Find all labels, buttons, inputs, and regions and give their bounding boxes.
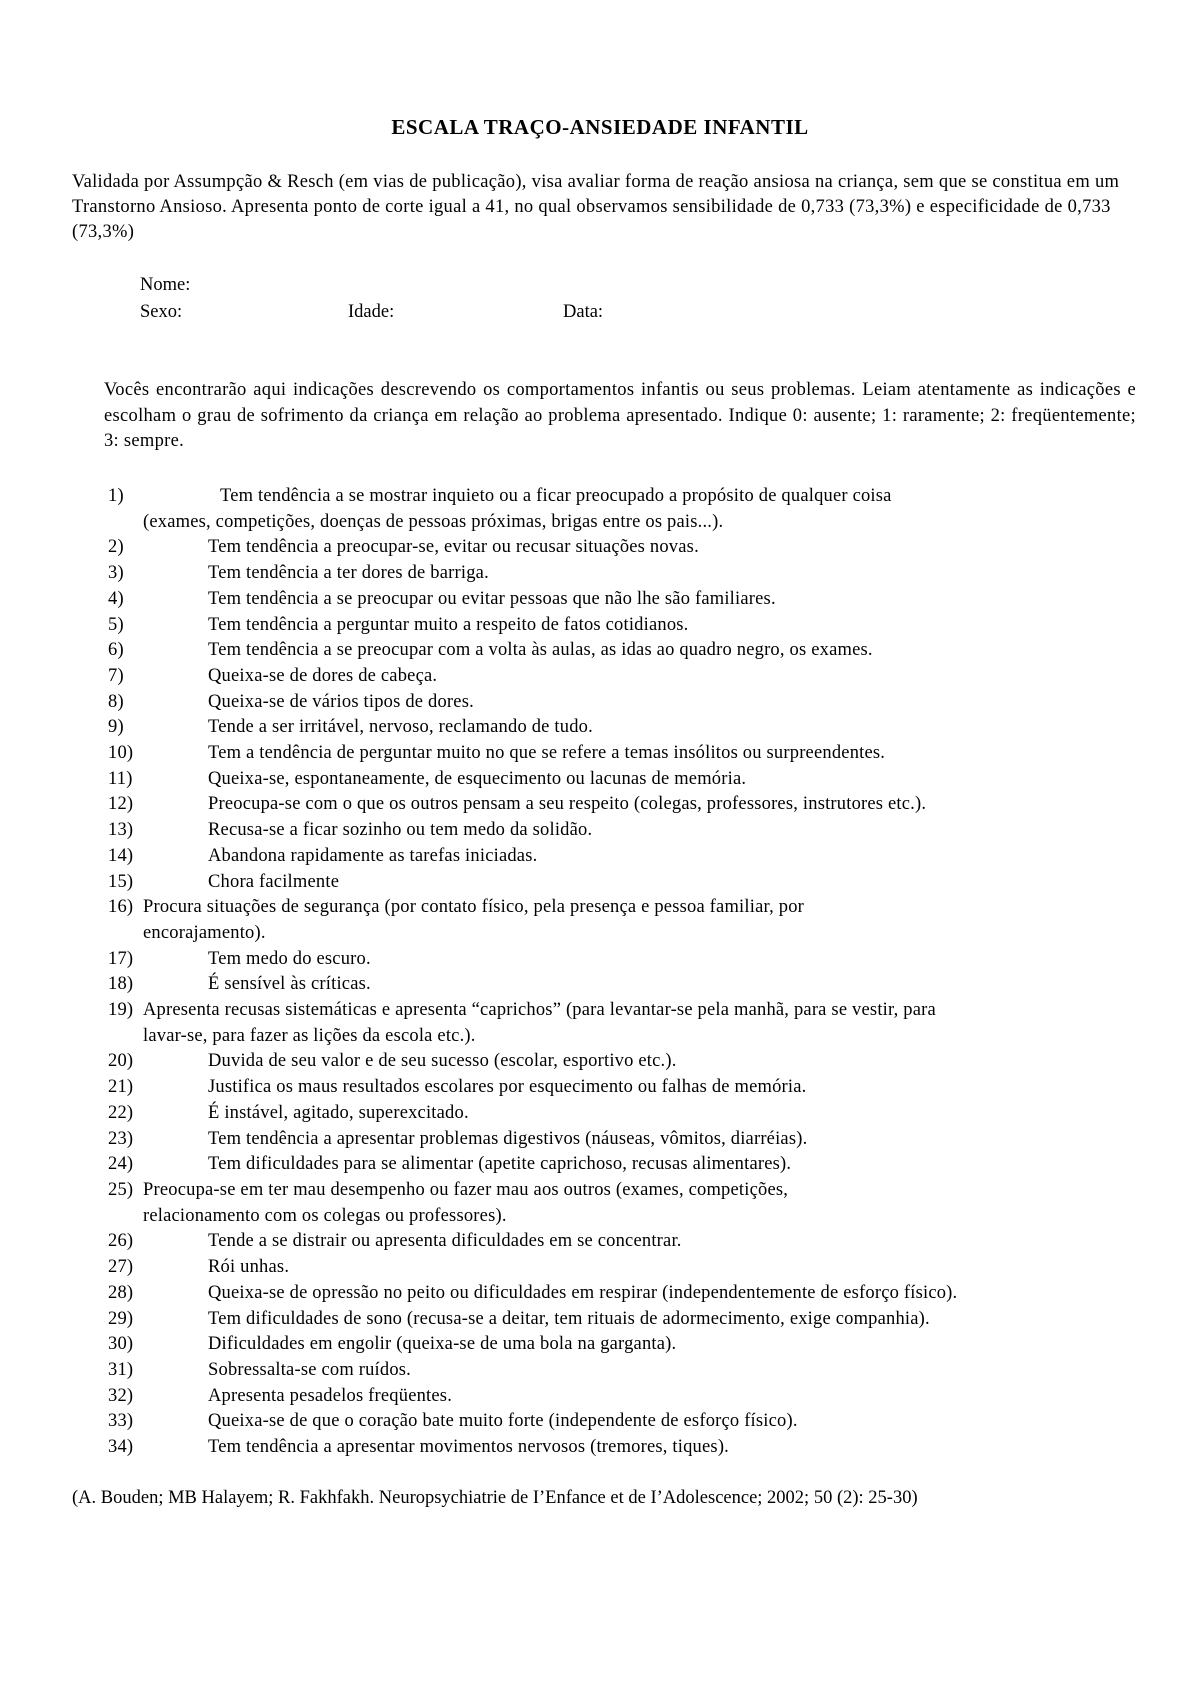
item-number: 1) bbox=[108, 486, 124, 506]
item-number: 7) bbox=[108, 665, 124, 686]
list-item bbox=[0, 1101, 1200, 1127]
list-item bbox=[0, 664, 1200, 690]
list-item bbox=[0, 1255, 1200, 1281]
sex-label: Sexo: bbox=[140, 302, 183, 322]
item-number: 22) bbox=[108, 1102, 134, 1123]
item-number: 20) bbox=[108, 1051, 134, 1072]
item-number: 12) bbox=[108, 794, 134, 815]
list-item bbox=[0, 1049, 1200, 1075]
list-item bbox=[0, 1075, 1200, 1101]
item-number: 21) bbox=[108, 1077, 134, 1098]
item-text: Duvida de seu valor e de seu sucesso (escolar, esportivo etc.). bbox=[208, 1051, 677, 1072]
list-item bbox=[0, 1229, 1200, 1255]
list-item bbox=[0, 767, 1200, 793]
item-number: 4) bbox=[108, 588, 124, 609]
item-number: 13) bbox=[108, 820, 134, 841]
list-item bbox=[0, 1307, 1200, 1333]
item-text: Tende a ser irritável, nervoso, reclamando de tudo. bbox=[208, 717, 593, 738]
item-text-continuation: encorajamento). bbox=[143, 922, 266, 943]
item-text: Queixa-se de dores de cabeça. bbox=[208, 665, 438, 686]
intro-paragraph: Validada por Assumpção & Resch (em vias de publicação), visa avaliar forma de reação ansiosa na criança, sem que se constitua em um Transtorno Ansioso. Apresenta ponto de corte igual a 41, no qual observamos sensibilidade de 0,733 (73,3%) e especificidade de 0,733 (73,3%) bbox=[72, 172, 1120, 242]
item-number: 29) bbox=[108, 1308, 134, 1329]
item-number: 19) bbox=[108, 1000, 134, 1021]
item-text: Tem tendência a apresentar problemas digestivos (náuseas, vômitos, diarréias). bbox=[208, 1128, 808, 1149]
item-text-line: Tem tendência a se mostrar inquieto ou a ficar preocupado a propósito de qualquer coisa bbox=[220, 486, 892, 506]
list-item bbox=[0, 638, 1200, 664]
item-number: 26) bbox=[108, 1231, 134, 1252]
item-text: Tem tendência a preocupar-se, evitar ou recusar situações novas. bbox=[208, 537, 699, 558]
item-text: Apresenta pesadelos freqüentes. bbox=[208, 1385, 453, 1406]
item-number: 6) bbox=[108, 640, 124, 661]
item-text: Tem dificuldades de sono (recusa-se a deitar, tem rituais de adormecimento, exige companhia). bbox=[208, 1308, 930, 1329]
date-label: Data: bbox=[563, 302, 604, 322]
item-number: 8) bbox=[108, 691, 124, 712]
item-text: Rói unhas. bbox=[208, 1257, 290, 1278]
item-number: 10) bbox=[108, 743, 134, 764]
item-text: É instável, agitado, superexcitado. bbox=[208, 1102, 469, 1123]
item-number: 15) bbox=[108, 871, 134, 892]
citation: (A. Bouden; MB Halayem; R. Fakhfakh. Neuropsychiatrie de I’Enfance et de I’Adolescence; 2002; 50 (2): 25-30) bbox=[72, 1488, 918, 1508]
item-number: 16) bbox=[108, 897, 134, 918]
item-text: Preocupa-se com o que os outros pensam a seu respeito (colegas, professores, instrutores etc.). bbox=[208, 794, 927, 815]
item-text: Tem medo do escuro. bbox=[208, 948, 371, 969]
item-number: 11) bbox=[108, 768, 133, 789]
age-label: Idade: bbox=[348, 302, 395, 322]
item-number: 17) bbox=[108, 948, 134, 969]
list-item bbox=[0, 895, 1200, 946]
item-text: Queixa-se de vários tipos de dores. bbox=[208, 691, 474, 712]
item-text: Recusa-se a ficar sozinho ou tem medo da solidão. bbox=[208, 820, 593, 841]
list-item bbox=[0, 818, 1200, 844]
item-number: 5) bbox=[108, 614, 124, 635]
item-text bbox=[143, 1178, 1138, 1229]
list-item bbox=[0, 1332, 1200, 1358]
item-number: 2) bbox=[108, 537, 124, 558]
list-item bbox=[0, 1409, 1200, 1435]
item-text: Justifica os maus resultados escolares por esquecimento ou falhas de memória. bbox=[208, 1077, 807, 1098]
item-text: Tem dificuldades para se alimentar (apetite caprichoso, recusas alimentares). bbox=[208, 1154, 792, 1175]
item-number: 18) bbox=[108, 974, 134, 995]
item-text bbox=[143, 484, 1138, 535]
list-item bbox=[0, 792, 1200, 818]
item-text: Dificuldades em engolir (queixa-se de uma bola na garganta). bbox=[208, 1334, 677, 1355]
item-number: 23) bbox=[108, 1128, 134, 1149]
list-item bbox=[0, 1384, 1200, 1410]
item-number: 31) bbox=[108, 1359, 134, 1380]
item-text: Tem tendência a apresentar movimentos nervosos (tremores, tiques). bbox=[208, 1437, 730, 1458]
item-text: É sensível às críticas. bbox=[208, 974, 371, 995]
item-text-line: Preocupa-se em ter mau desempenho ou fazer mau aos outros (exames, competições, bbox=[143, 1179, 789, 1200]
item-number: 27) bbox=[108, 1257, 134, 1278]
item-text: Chora facilmente bbox=[208, 871, 340, 892]
item-text-line: Procura situações de segurança (por contato físico, pela presença e pessoa familiar, por bbox=[143, 897, 805, 918]
list-item bbox=[0, 535, 1200, 561]
list-item bbox=[0, 998, 1200, 1049]
list-item bbox=[0, 1152, 1200, 1178]
item-number: 24) bbox=[108, 1154, 134, 1175]
list-item bbox=[0, 1281, 1200, 1307]
item-text bbox=[143, 998, 1138, 1049]
list-item bbox=[0, 1178, 1200, 1229]
item-number: 14) bbox=[108, 845, 134, 866]
item-text bbox=[143, 895, 1138, 946]
list-item bbox=[0, 741, 1200, 767]
item-text: Abandona rapidamente as tarefas iniciadas. bbox=[208, 845, 538, 866]
item-text: Queixa-se de opressão no peito ou dificuldades em respirar (independentemente de esforço físico). bbox=[208, 1282, 958, 1303]
item-text: Tem tendência a ter dores de barriga. bbox=[208, 563, 489, 584]
list-item bbox=[0, 1358, 1200, 1384]
list-item bbox=[0, 1435, 1200, 1461]
item-number: 34) bbox=[108, 1437, 134, 1458]
list-item bbox=[0, 715, 1200, 741]
item-text-continuation: lavar-se, para fazer as lições da escola etc.). bbox=[143, 1025, 476, 1046]
item-number: 32) bbox=[108, 1385, 134, 1406]
item-text: Tem tendência a se preocupar com a volta às aulas, as idas ao quadro negro, os exames. bbox=[208, 640, 873, 661]
list-item bbox=[0, 1127, 1200, 1153]
list-item bbox=[0, 561, 1200, 587]
list-item bbox=[0, 870, 1200, 896]
item-text-continuation: relacionamento com os colegas ou professores). bbox=[143, 1205, 507, 1226]
list-item bbox=[0, 613, 1200, 639]
instructions-paragraph: Vocês encontrarão aqui indicações descrevendo os comportamentos infantis ou seus problemas. Leiam atentamente as indicações e escolham o grau de sofrimento da criança em relação ao problema apresentado. Indique 0: ausente; 1: raramente; 2: freqüentemente; 3: sempre. bbox=[104, 380, 1136, 451]
document-title: ESCALA TRAÇO-ANSIEDADE INFANTIL bbox=[391, 115, 809, 139]
item-text: Queixa-se de que o coração bate muito forte (independente de esforço físico). bbox=[208, 1411, 798, 1432]
item-number: 3) bbox=[108, 563, 124, 584]
item-number: 9) bbox=[108, 717, 124, 738]
item-number: 30) bbox=[108, 1334, 134, 1355]
item-text: Tem tendência a perguntar muito a respeito de fatos cotidianos. bbox=[208, 614, 689, 635]
item-number: 28) bbox=[108, 1282, 134, 1303]
item-text: Tende a se distrair ou apresenta dificuldades em se concentrar. bbox=[208, 1231, 682, 1252]
item-text: Sobressalta-se com ruídos. bbox=[208, 1359, 412, 1380]
questionnaire-items bbox=[0, 484, 1200, 1461]
name-label: Nome: bbox=[140, 275, 191, 295]
item-text-line: Apresenta recusas sistemáticas e apresenta “caprichos” (para levantar-se pela manhã, para se vestir, para bbox=[143, 1000, 936, 1021]
item-text: Tem tendência a se preocupar ou evitar pessoas que não lhe são familiares. bbox=[208, 588, 776, 609]
item-number: 33) bbox=[108, 1411, 134, 1432]
item-text: Tem a tendência de perguntar muito no que se refere a temas insólitos ou surpreendentes. bbox=[208, 743, 886, 764]
item-text: Queixa-se, espontaneamente, de esquecimento ou lacunas de memória. bbox=[208, 768, 747, 789]
list-item bbox=[0, 972, 1200, 998]
list-item bbox=[0, 844, 1200, 870]
list-item bbox=[0, 484, 1200, 535]
list-item bbox=[0, 587, 1200, 613]
list-item bbox=[0, 690, 1200, 716]
list-item bbox=[0, 947, 1200, 973]
item-number: 25) bbox=[108, 1179, 134, 1200]
item-text-continuation: (exames, competições, doenças de pessoas próximas, brigas entre os pais...). bbox=[143, 511, 724, 532]
